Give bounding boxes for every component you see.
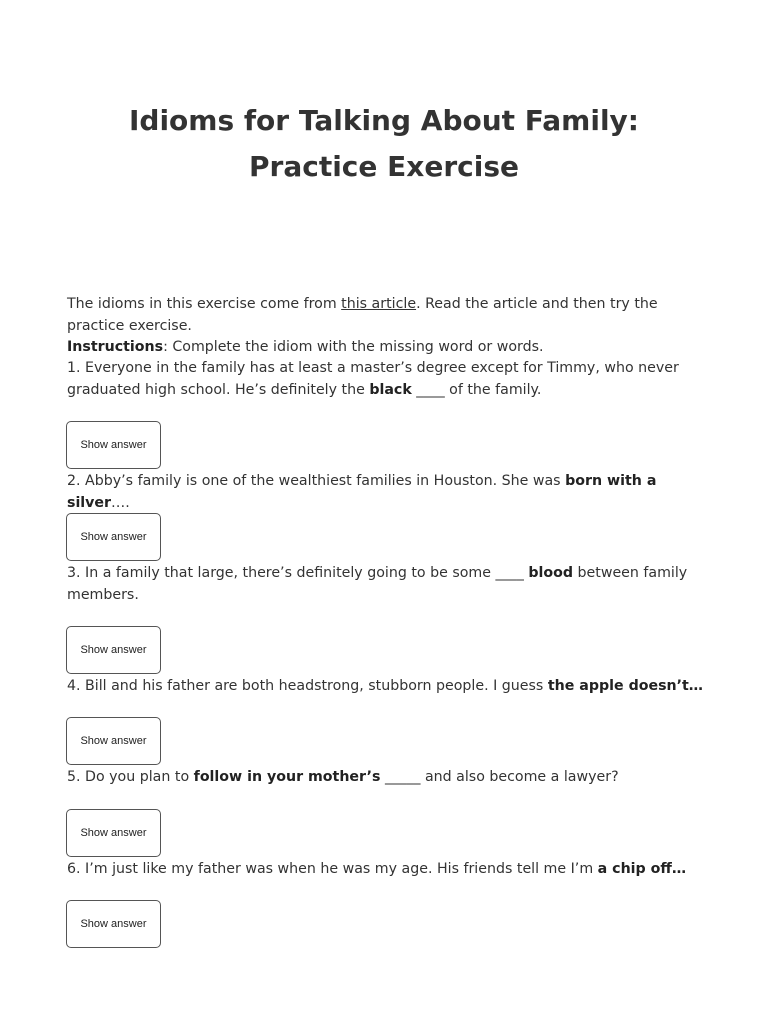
question-1-tail: ____ of the family.: [411, 381, 542, 398]
show-answer-button-3[interactable]: Show answer: [66, 626, 161, 674]
show-answer-button-6[interactable]: Show answer: [66, 900, 161, 948]
show-answer-button-1[interactable]: Show answer: [66, 421, 161, 469]
question-6-idiom: a chip off…: [597, 861, 687, 877]
question-5-idiom: follow in your mother’s: [193, 769, 381, 785]
article-link[interactable]: this article: [341, 296, 417, 312]
question-4-idiom: the apple doesn’t…: [547, 678, 703, 694]
question-2: [67, 471, 707, 514]
intro-paragraph: [67, 294, 707, 337]
question-6: [67, 859, 707, 881]
question-2-tail: ….: [111, 494, 130, 511]
show-answer-button-5[interactable]: Show answer: [66, 809, 161, 857]
question-1: [67, 358, 707, 401]
question-2-idiom: born with a silver: [67, 473, 657, 511]
question-1-text: 1. Everyone in the family has at least a master’s degree except for Timmy, who never graduated high school. He’s definitely the: [67, 360, 679, 398]
question-5-text: 5. Do you plan to: [67, 769, 194, 785]
question-3: [67, 563, 707, 606]
question-4: [67, 676, 707, 698]
question-1-idiom: black: [369, 381, 412, 398]
intro-text-after: . Read the article and then try the practice exercise.: [67, 296, 658, 334]
question-2-text: 2. Abby’s family is one of the wealthiest families in Houston. She was: [67, 473, 566, 489]
intro-text-before: The idioms in this exercise come from: [67, 296, 342, 312]
instructions-label: Instructions: [67, 339, 164, 355]
question-3-text: 3. In a family that large, there’s definitely going to be some ____: [67, 565, 529, 581]
question-6-text: 6. I’m just like my father was when he was my age. His friends tell me I’m: [67, 861, 598, 877]
instructions-text: : Complete the idiom with the missing word or words.: [163, 339, 544, 355]
question-5-tail: _____ and also become a lawyer?: [380, 769, 619, 785]
show-answer-button-4[interactable]: Show answer: [66, 717, 161, 765]
question-3-idiom: blood: [528, 565, 574, 581]
question-5: [67, 767, 707, 789]
instructions: [67, 337, 707, 359]
question-3-tail: between family members.: [67, 565, 688, 603]
question-4-text: 4. Bill and his father are both headstrong, stubborn people. I guess: [67, 678, 548, 694]
show-answer-button-2[interactable]: Show answer: [66, 513, 161, 561]
page-title: Idioms for Talking About Family: Practice Exercise: [128, 104, 639, 183]
